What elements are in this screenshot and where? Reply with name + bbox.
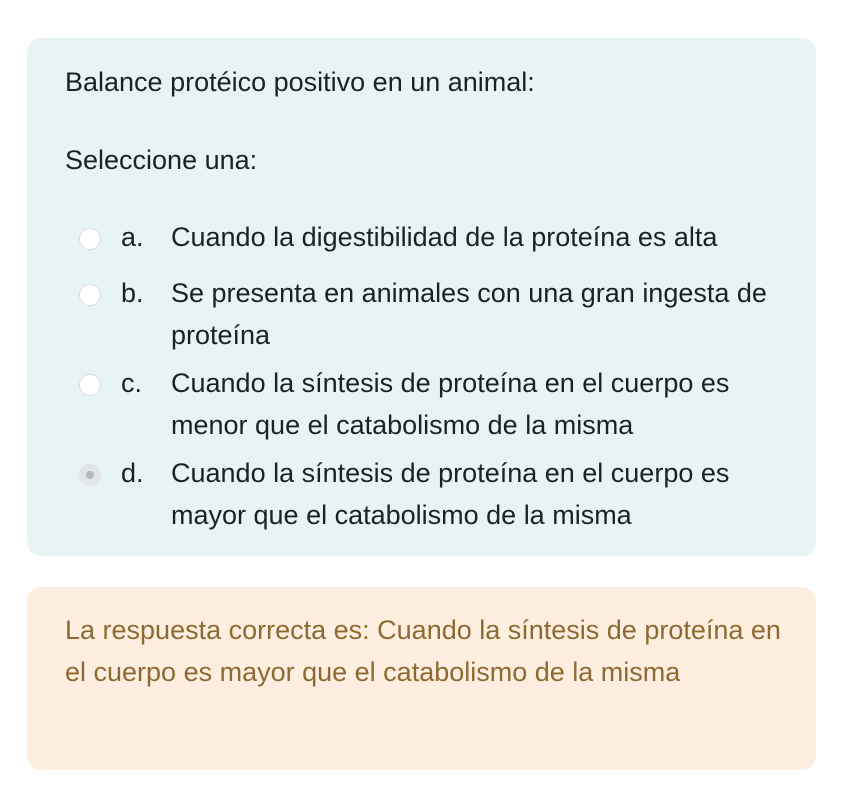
radio-button-b[interactable] bbox=[79, 284, 101, 306]
option-letter-b: b. bbox=[121, 278, 144, 308]
option-letter-a: a. bbox=[121, 222, 144, 252]
option-label-d: Cuando la síntesis de proteína en el cuerpo es mayor que el catabolismo de la misma bbox=[171, 458, 730, 530]
question-text: Balance protéico positivo en un animal: bbox=[65, 67, 535, 97]
radio-button-c[interactable] bbox=[79, 374, 101, 396]
select-prompt: Seleccione una: bbox=[65, 145, 258, 175]
feedback-card bbox=[27, 587, 816, 770]
radio-button-d[interactable] bbox=[79, 464, 101, 486]
question-card bbox=[27, 38, 816, 556]
radio-button-a[interactable] bbox=[79, 228, 101, 250]
option-letter-c: c. bbox=[121, 368, 143, 398]
correct-answer-text: La respuesta correcta es: Cuando la síntesis de proteína en el cuerpo es mayor que el catabolismo de la misma bbox=[65, 615, 781, 687]
option-label-a: Cuando la digestibilidad de la proteína es alta bbox=[171, 222, 718, 252]
option-label-c: Cuando la síntesis de proteína en el cuerpo es menor que el catabolismo de la misma bbox=[171, 368, 730, 440]
option-label-b: Se presenta en animales con una gran ingesta de proteína bbox=[171, 278, 767, 350]
answer-options bbox=[27, 38, 816, 556]
option-letter-d: d. bbox=[121, 458, 144, 488]
